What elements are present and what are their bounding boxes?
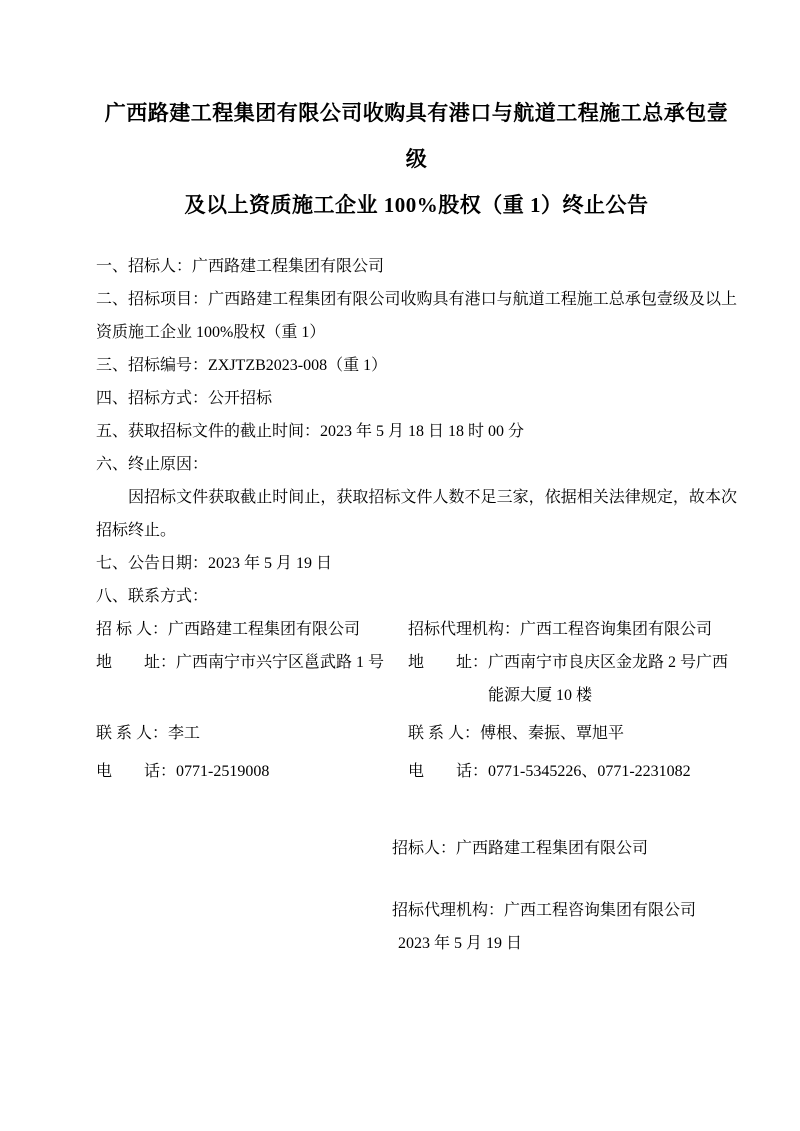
tenderer-name-row [96,613,408,646]
tenderer-address-value: 广西南宁市兴宁区邕武路 1 号 [176,654,385,671]
agency-name-row [408,613,737,646]
tenderer-address-label: 地 址： [96,654,177,671]
agency-contact-row [408,717,737,750]
signature-block [96,832,737,960]
signature-agency-line: 招标代理机构：广西工程咨询集团有限公司 [392,902,697,919]
item-tenderer: 一、招标人：广西路建工程集团有限公司 [96,258,385,275]
tenderer-phone-label: 电 话： [96,763,177,780]
agency-name-label: 招标代理机构： [408,621,521,638]
title-line-1: 广西路建工程集团有限公司收购具有港口与航道工程施工总承包壹级 [104,101,729,171]
item-document-deadline: 五、获取招标文件的截止时间：2023 年 5 月 18 日 18 时 00 分 [96,423,525,440]
agency-contact-value: 傅根、秦振、覃旭平 [480,725,625,742]
tenderer-address-row [96,646,408,712]
tenderer-contact-label: 联 系 人： [96,725,169,742]
signature-tenderer-line: 招标人：广西路建工程集团有限公司 [392,840,649,857]
item-termination-reason-heading: 六、终止原因： [96,456,209,473]
contact-info-table [96,613,737,788]
announcement-body [96,250,737,613]
agency-address-row [408,646,737,712]
agency-phone-value: 0771-5345226、0771-2231082 [488,763,691,780]
item-tender-method: 四、招标方式：公开招标 [96,390,273,407]
agency-address-label: 地 址： [408,654,489,671]
agency-address-value: 广西南宁市良庆区金龙路 2 号广西能源大厦 10 楼 [488,654,729,704]
item-tender-number: 三、招标编号：ZXJTZB2023-008（重 1） [96,357,388,374]
item-tender-project: 二、招标项目：广西路建工程集团有限公司收购具有港口与航道工程施工总承包壹级及以上资质施工企业 100%股权（重 1） [96,291,737,341]
tenderer-name-value: 广西路建工程集团有限公司 [168,621,361,638]
title-line-2: 及以上资质施工企业 100%股权（重 1）终止公告 [184,193,649,217]
agency-name-value: 广西工程咨询集团有限公司 [520,621,713,638]
agency-phone-row [408,755,737,788]
signature-date-line: 2023 年 5 月 19 日 [398,935,523,952]
agency-contact-label: 联 系 人： [408,725,481,742]
tenderer-phone-value: 0771-2519008 [176,763,270,780]
tenderer-contact-value: 李工 [168,725,201,742]
agency-phone-label: 电 话： [408,763,489,780]
item-contact-heading: 八、联系方式： [96,588,209,605]
tenderer-phone-row [96,755,408,788]
termination-reason-detail: 因招标文件获取截止时间止，获取招标文件人数不足三家，依据相关法律规定，故本次招标终止。 [96,489,737,539]
item-announcement-date: 七、公告日期：2023 年 5 月 19 日 [96,555,333,572]
tenderer-name-label: 招 标 人： [96,621,169,638]
tenderer-contact-row [96,717,408,750]
document-title [96,90,737,228]
